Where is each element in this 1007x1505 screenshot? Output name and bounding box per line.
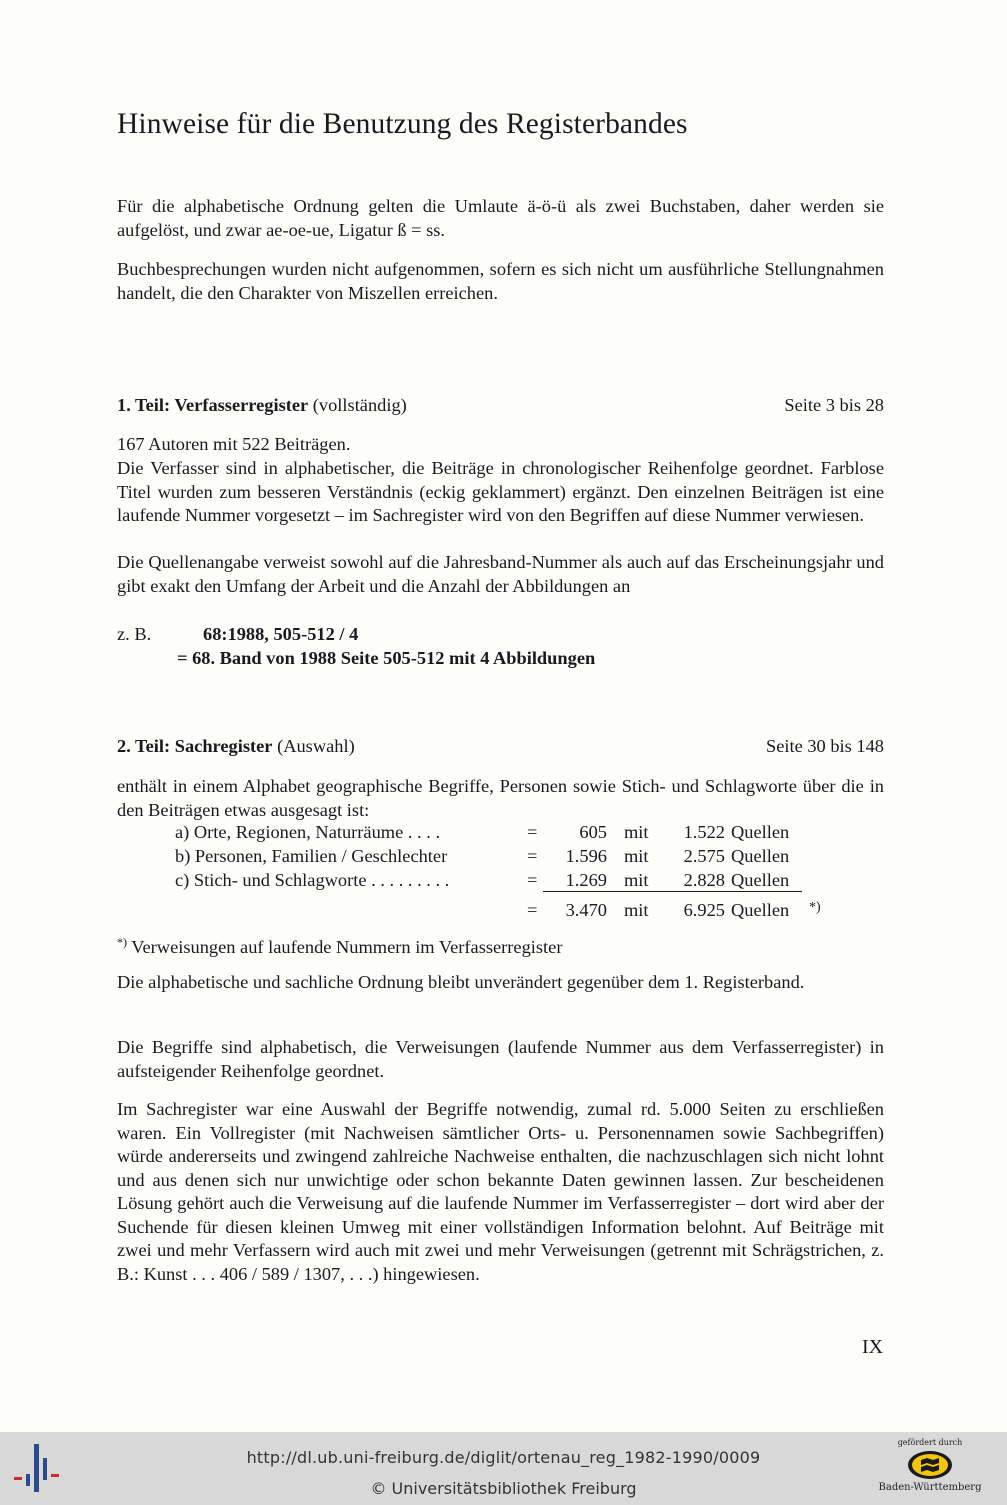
row-count: 1.269 bbox=[565, 870, 607, 890]
row-sources: 2.828 bbox=[683, 870, 725, 890]
example-code: 68:1988, 505-512 / 4 bbox=[203, 624, 359, 644]
part2-heading-title: 2. Teil: Sachregister bbox=[117, 736, 273, 756]
intro-umlaut-paragraph: Für die alphabetische Ordnung gelten die Umlaute ä-ö-ü als zwei Buchstaben, daher werden sie aufgelöst, und zwar ae-oe-ue, Ligatur ß = ss. bbox=[117, 196, 884, 240]
part1-body-paragraph: Die Verfasser sind in alphabetischer, die Beiträge in chronologischer Reihenfolge geordnet. Farblose Titel wurden zum besseren Verständnis (eckig geklammert) ergänzt. Den einzelnen Beiträgen ist eine laufende Nummer vorgesetzt – im Sachregister wird von den Begriffen auf diese Nummer verwiesen. bbox=[117, 458, 884, 525]
row-equals: = bbox=[527, 870, 538, 890]
copyright-notice: © Universitätsbibliothek Freiburg bbox=[370, 1479, 637, 1498]
part1-heading-note: (vollständig) bbox=[312, 395, 407, 415]
part1-heading-title: 1. Teil: Verfasserregister bbox=[117, 395, 309, 415]
row-unit: Quellen bbox=[731, 846, 790, 866]
part1-example bbox=[117, 623, 884, 647]
page-number: IX bbox=[862, 1336, 884, 1358]
funder-name: Baden-Württemberg bbox=[878, 1482, 982, 1493]
example-explanation: = 68. Band von 1988 Seite 505-512 mit 4 Abbildungen bbox=[177, 648, 596, 668]
footnote bbox=[117, 931, 884, 960]
total-footnote-mark: *) bbox=[809, 900, 821, 915]
row-count: 1.596 bbox=[565, 846, 607, 866]
total-count: 3.470 bbox=[565, 900, 607, 920]
row-label: c) Stich- und Schlagworte . . . . . . . . . bbox=[175, 870, 450, 890]
row-label: b) Personen, Familien / Geschlechter bbox=[175, 846, 448, 866]
intro-reviews-paragraph: Buchbesprechungen wurden nicht aufgenommen, sofern es sich nicht um ausführliche Stellungnahmen handelt, die den Charakter von Miszellen erreichen. bbox=[117, 259, 884, 303]
part2-heading bbox=[117, 735, 884, 759]
row-sources: 2.575 bbox=[683, 846, 725, 866]
total-sources: 6.925 bbox=[683, 900, 725, 920]
funded-by-label: gefördert durch bbox=[897, 1438, 963, 1447]
row-label: a) Orte, Regionen, Naturräume . . . . bbox=[175, 822, 441, 842]
permalink[interactable]: http://dl.ub.uni-freiburg.de/diglit/ortenau_reg_1982-1990/0009 bbox=[246, 1448, 761, 1467]
row-mit: mit bbox=[624, 822, 649, 842]
sum-rule bbox=[543, 891, 802, 892]
footnote-text: Verweisungen auf laufende Nummern im Verfasserregister bbox=[131, 937, 563, 958]
footer-bar bbox=[0, 1432, 1007, 1505]
row-count: 605 bbox=[579, 822, 607, 842]
terms-paragraph: Die Begriffe sind alphabetisch, die Verweisungen (laufende Nummer aus dem Verfasserregister) in aufsteigender Reihenfolge geordnet. bbox=[117, 1037, 884, 1081]
order-paragraph: Die alphabetische und sachliche Ordnung bleibt unverändert gegenüber dem 1. Registerband. bbox=[117, 972, 805, 992]
row-mit: mit bbox=[624, 846, 649, 866]
part1-author-count: 167 Autoren mit 522 Beiträgen. bbox=[117, 434, 351, 454]
example-prefix: z. B. bbox=[117, 624, 152, 644]
row-mit: mit bbox=[624, 870, 649, 890]
total-unit: Quellen bbox=[731, 900, 790, 920]
part2-page-range: Seite 30 bis 148 bbox=[765, 736, 884, 756]
row-sources: 1.522 bbox=[683, 822, 725, 842]
selection-paragraph: Im Sachregister war eine Auswahl der Begriffe notwendig, zumal rd. 5.000 Seiten zu erschließen waren. Ein Vollregister (mit Nachweisen sämtlicher Orts- u. Personennamen sowie Sachbegriffen) würde andererseits und zwingend zahlreiche Nachweise enthalten, die nachzuschlagen sich nicht lohnt und aus denen sich nur unwichtige oder schon bekannte Daten gewinnen lassen. Zur bescheidenen Lösung gehört auch die Verweisung auf die laufende Nummer im Verfasserregister – dort wird aber der Suchende für diesen kleinen Umweg mit einer vollständigen Information belohnt. Auf Beiträge mit zwei und mehr Verfassern wird auch mit zwei und mehr Verweisungen (getrennt mit Schrägstrichen, z. B.: Kunst . . . 406 / 589 / 1307, . . .) hingewiesen. bbox=[117, 1099, 884, 1284]
part2-heading-note: (Auswahl) bbox=[277, 736, 355, 756]
part1-source-paragraph: Die Quellenangabe verweist sowohl auf die Jahresband-Nummer als auch auf das Erscheinungsjahr und gibt exakt den Umfang der Arbeit und die Anzahl der Abbildungen an bbox=[117, 552, 884, 596]
part2-intro-paragraph: enthält in einem Alphabet geographische Begriffe, Personen sowie Stich- und Schlagworte über die in den Beiträgen etwas ausgesagt ist: bbox=[117, 776, 884, 820]
part1-heading bbox=[117, 394, 884, 418]
funder-badge bbox=[872, 1438, 988, 1493]
total-mit: mit bbox=[624, 900, 649, 920]
row-unit: Quellen bbox=[731, 870, 790, 890]
page-title: Hinweise für die Benutzung des Registerbandes bbox=[117, 108, 688, 140]
baden-wuerttemberg-crest-icon bbox=[907, 1450, 953, 1480]
row-unit: Quellen bbox=[731, 822, 790, 842]
footnote-mark: *) bbox=[117, 935, 127, 949]
part1-page-range: Seite 3 bis 28 bbox=[784, 395, 884, 415]
row-equals: = bbox=[527, 846, 538, 866]
total-equals: = bbox=[527, 900, 538, 920]
row-equals: = bbox=[527, 822, 538, 842]
